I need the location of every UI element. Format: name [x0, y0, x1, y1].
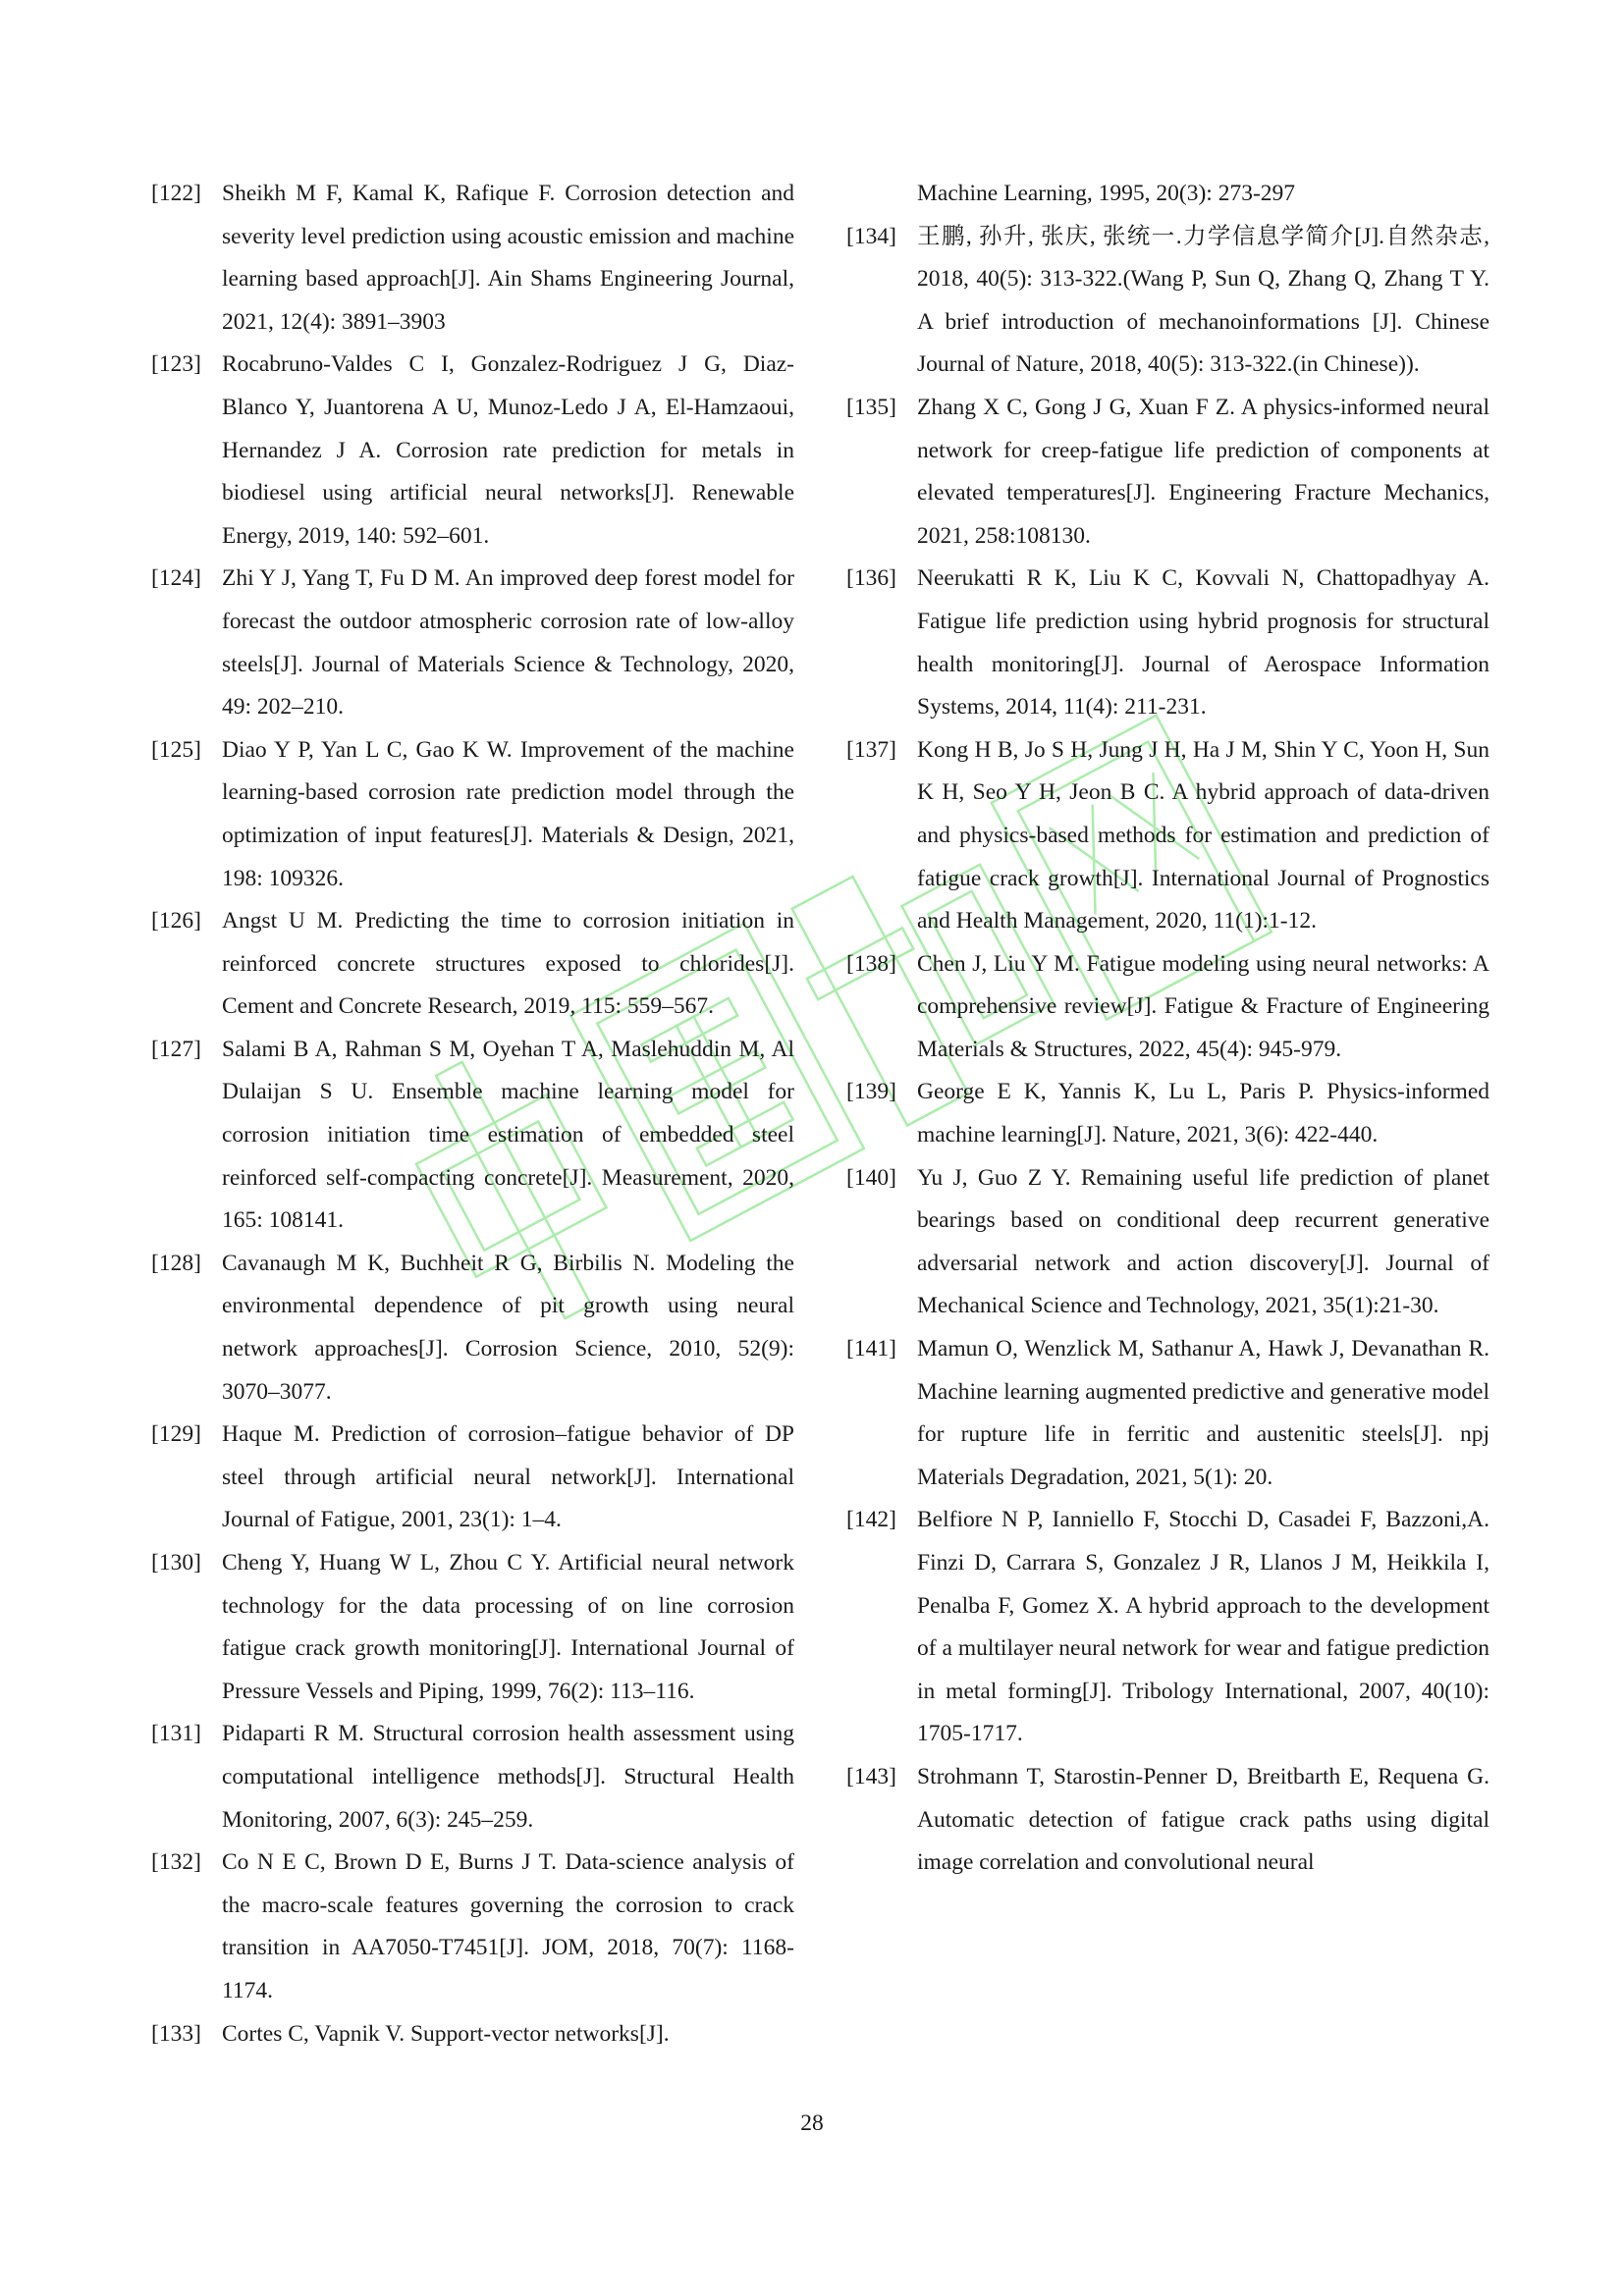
reference-item	[846, 387, 1489, 558]
reference-item	[846, 1328, 1489, 1499]
reference-item	[151, 1713, 794, 1842]
reference-item	[151, 1029, 794, 1243]
reference-text: Haque M. Prediction of corrosion–fatigue behavior of DP steel through artificial neural network[J]. International Journal of Fatigue, 2001, 23(1): 1–4.	[222, 1421, 794, 1533]
reference-item	[151, 1243, 794, 1414]
reference-number: [136]	[846, 565, 896, 592]
reference-text: George E K, Yannis K, Lu L, Paris P. Physics-informed machine learning[J]. Nature, 2021, 3(6): 422-440.	[917, 1079, 1489, 1148]
reference-text: Sheikh M F, Kamal K, Rafique F. Corrosion detection and severity level prediction using acoustic emission and machine learning based approach[J]. Ain Shams Engineering Journal, 2021, 12(4): 3891–3903	[222, 181, 794, 335]
reference-text: Mamun O, Wenzlick M, Sathanur A, Hawk J, Devanathan R. Machine learning augmented predictive and generative model for rupture life in ferritic and austenitic steels[J]. npj Materials Degradation, 2021, 5(1): 20.	[917, 1336, 1489, 1490]
reference-number: [128]	[151, 1250, 201, 1276]
reference-item	[846, 558, 1489, 728]
reference-number: [132]	[151, 1849, 201, 1876]
reference-text: Diao Y P, Yan L C, Gao K W. Improvement of the machine learning-based corrosion rate prediction model through the optimization of input features[J]. Materials & Design, 2021, 198: 109326.	[222, 736, 794, 891]
reference-item	[846, 1071, 1489, 1156]
reference-item	[846, 943, 1489, 1072]
references-left-column	[151, 173, 794, 2056]
reference-text: Chen J, Liu Y M. Fatigue modeling using neural networks: A comprehensive review[J]. Fatigue & Fracture of Engineering Materials & Structures, 2022, 45(4): 945-979.	[917, 950, 1489, 1062]
reference-number: [131]	[151, 1721, 201, 1747]
reference-text: Salami B A, Rahman S M, Oyehan T A, Maslehuddin M, Al Dulaijan S U. Ensemble machine learning model for corrosion initiation time estimation of embedded steel reinforced self-compacting concrete[J]. Measurement, 2020, 165: 108141.	[222, 1036, 794, 1234]
reference-item	[846, 729, 1489, 943]
reference-item	[151, 344, 794, 558]
reference-number: [143]	[846, 1763, 896, 1789]
reference-number: [134]	[846, 223, 896, 249]
reference-item	[151, 1414, 794, 1542]
reference-text: Pidaparti R M. Structural corrosion health assessment using computational intelligence methods[J]. Structural Health Monitoring, 2007, 6(3): 245–259.	[222, 1721, 794, 1833]
reference-number: [125]	[151, 736, 201, 763]
reference-number: [138]	[846, 950, 896, 977]
reference-number: [124]	[151, 565, 201, 592]
reference-item	[846, 1157, 1489, 1328]
reference-item	[846, 1756, 1489, 1885]
reference-number: [141]	[846, 1336, 896, 1362]
references-right-column	[846, 173, 1489, 1885]
reference-number: [123]	[151, 351, 201, 378]
reference-text: Cheng Y, Huang W L, Zhou C Y. Artificial neural network technology for the data processing of on line corrosion fatigue crack growth monitoring[J]. International Journal of Pressure Vessels and Piping, 1999, 76(2): 113–116.	[222, 1550, 794, 1704]
reference-text: Strohmann T, Starostin-Penner D, Breitbarth E, Requena G. Automatic detection of fatigue crack paths using digital image correlation and convolutional neural	[917, 1763, 1489, 1876]
reference-text: Belfiore N P, Ianniello F, Stocchi D, Casadei F, Bazzoni,A. Finzi D, Carrara S, Gonzalez J R, Llanos J M, Heikkila I, Penalba F, Gomez X. A hybrid approach to the development of a multilayer neural network for wear and fatigue prediction in metal forming[J]. Tribology International, 2007, 40(10): 1705-1717.	[917, 1507, 1489, 1747]
reference-text: 王鹏, 孙升, 张庆, 张统一.力学信息学简介[J].自然杂志, 2018, 40(5): 313-322.(Wang P, Sun Q, Zhang Q, Zhang T Y. A brief introduction of mechanoinformations [J]. Chinese Journal of Nature, 2018, 40(5): 313-322.(in Chinese)).	[917, 223, 1489, 378]
reference-item	[151, 558, 794, 728]
reference-continuation: Machine Learning, 1995, 20(3): 273-297	[917, 181, 1296, 206]
reference-number: [126]	[151, 908, 201, 934]
reference-number: [135]	[846, 394, 896, 420]
page-number: 28	[800, 2110, 824, 2136]
reference-number: [122]	[151, 181, 201, 206]
reference-text: Cavanaugh M K, Buchheit R G, Birbilis N. Modeling the environmental dependence of pit growth using neural network approaches[J]. Corrosion Science, 2010, 52(9): 3070–3077.	[222, 1250, 794, 1405]
reference-text: Angst U M. Predicting the time to corrosion initiation in reinforced concrete structures exposed to chlorides[J]. Cement and Concrete Research, 2019, 115: 559–567.	[222, 908, 794, 1020]
reference-number: [129]	[151, 1421, 201, 1448]
reference-text: Cortes C, Vapnik V. Support-vector networks[J].	[222, 2020, 670, 2047]
reference-text: Zhang X C, Gong J G, Xuan F Z. A physics-informed neural network for creep-fatigue life prediction of components at elevated temperatures[J]. Engineering Fracture Mechanics, 2021, 258:108130.	[917, 394, 1489, 549]
reference-number: [142]	[846, 1507, 896, 1533]
reference-text: Kong H B, Jo S H, Jung J H, Ha J M, Shin Y C, Yoon H, Sun K H, Seo Y H, Jeon B C. A hybrid approach of data-driven and physics-based methods for estimation and prediction of fatigue crack growth[J]. International Journal of Prognostics and Health Management, 2020, 11(1):1-12.	[917, 736, 1489, 934]
reference-text: Yu J, Guo Z Y. Remaining useful life prediction of planet bearings based on conditional deep recurrent generative adversarial network and action discovery[J]. Journal of Mechanical Science and Technology, 2021, 35(1):21-30.	[917, 1164, 1489, 1319]
reference-number: [127]	[151, 1036, 201, 1062]
reference-item	[151, 2013, 794, 2056]
reference-item	[846, 1499, 1489, 1756]
reference-item	[151, 173, 794, 344]
reference-text: Zhi Y J, Yang T, Fu D M. An improved deep forest model for forecast the outdoor atmospheric corrosion rate of low-alloy steels[J]. Journal of Materials Science & Technology, 2020, 49: 202–210.	[222, 565, 794, 721]
reference-number: [130]	[151, 1550, 201, 1575]
reference-number: [137]	[846, 736, 896, 763]
reference-text: Neerukatti R K, Liu K C, Kovvali N, Chattopadhyay A. Fatigue life prediction using hybrid prognosis for structural health monitoring[J]. Journal of Aerospace Information Systems, 2014, 11(4): 211-231.	[917, 565, 1489, 721]
reference-text: Co N E C, Brown D E, Burns J T. Data-science analysis of the macro-scale features governing the corrosion to crack transition in AA7050-T7451[J]. JOM, 2018, 70(7): 1168-1174.	[222, 1849, 794, 2003]
reference-number: [139]	[846, 1079, 896, 1105]
reference-item	[846, 216, 1489, 387]
reference-item	[151, 1542, 794, 1713]
reference-number: [133]	[151, 2020, 201, 2047]
reference-item	[151, 729, 794, 900]
reference-number: [140]	[846, 1164, 896, 1191]
reference-text: Rocabruno-Valdes C I, Gonzalez-Rodriguez J G, Diaz-Blanco Y, Juantorena A U, Munoz-Ledo J A, El-Hamzaoui, Hernandez J A. Corrosion rate prediction for metals in biodiesel using artificial neural networks[J]. Renewable Energy, 2019, 140: 592–601.	[222, 351, 794, 549]
reference-item	[151, 1842, 794, 2012]
reference-item	[151, 900, 794, 1029]
